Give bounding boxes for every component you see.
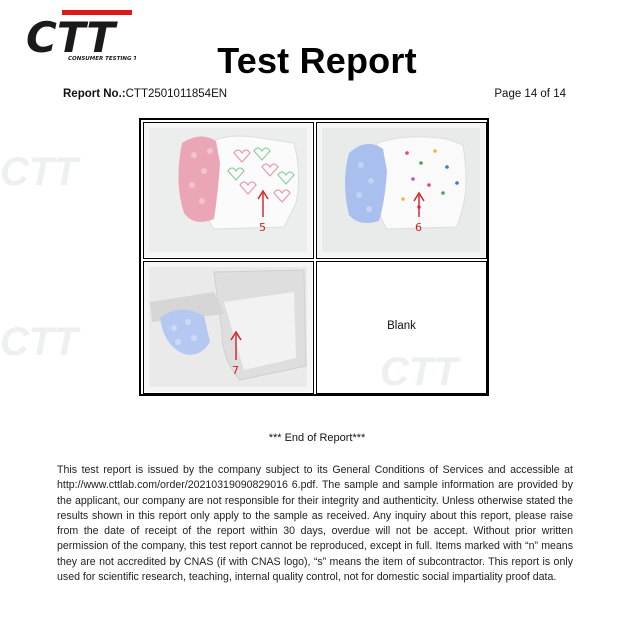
blank-cell [316,261,487,394]
photo-cell-5 [143,122,314,259]
logo-tagline: CONSUMER TESTING [68,56,132,62]
report-number [63,88,227,100]
watermark: CTT [0,320,78,364]
teether-mitten-photo-open [144,262,312,392]
blank-label: Blank [387,320,416,332]
photo-grid [139,118,489,396]
teether-mitten-photo-blue [317,123,485,257]
disclaimer-text: This test report is issued by the company subject to its General Conditions of Services and accessible at http://www.cttlab.com/order/20210319090829016 6.pdf. The sample and sample information are provided by the applicant, our company are not responsible for their integrity and authenticity. Unless otherwise stated the results shown in this report only apply to the sample as received. Any inquiry about this report, please raise from the date of receipt of the report within 30 days, overdue will not be accept. Without prior written permission of the company, this test report cannot be reproduced, except in full. Items marked with “n” means they are not accredited by CNAS (if with CNAS logo), “s” means the item of subcontractor. This report is only used for scientific research, teaching, internal quality control, not for domestic social impartiality proof data. [57,464,573,584]
watermark: CTT [380,350,458,394]
watermark: CTT [0,150,78,194]
page-info: Page 14 of 14 [494,88,566,100]
report-no-label: Report No.: [63,88,126,100]
end-of-report: *** End of Report*** [268,432,366,444]
page-title: Test Report [217,40,417,81]
teether-mitten-photo-pink [144,123,312,257]
photo-label-5: 5 [259,221,266,234]
photo-label-7: 7 [232,364,239,377]
svg-text:CTT: CTT [26,13,116,62]
photo-cell-6 [316,122,487,259]
report-no-value: CTT2501011854EN [125,88,228,100]
photo-label-6: 6 [415,221,422,234]
photo-cell-7 [143,261,314,394]
